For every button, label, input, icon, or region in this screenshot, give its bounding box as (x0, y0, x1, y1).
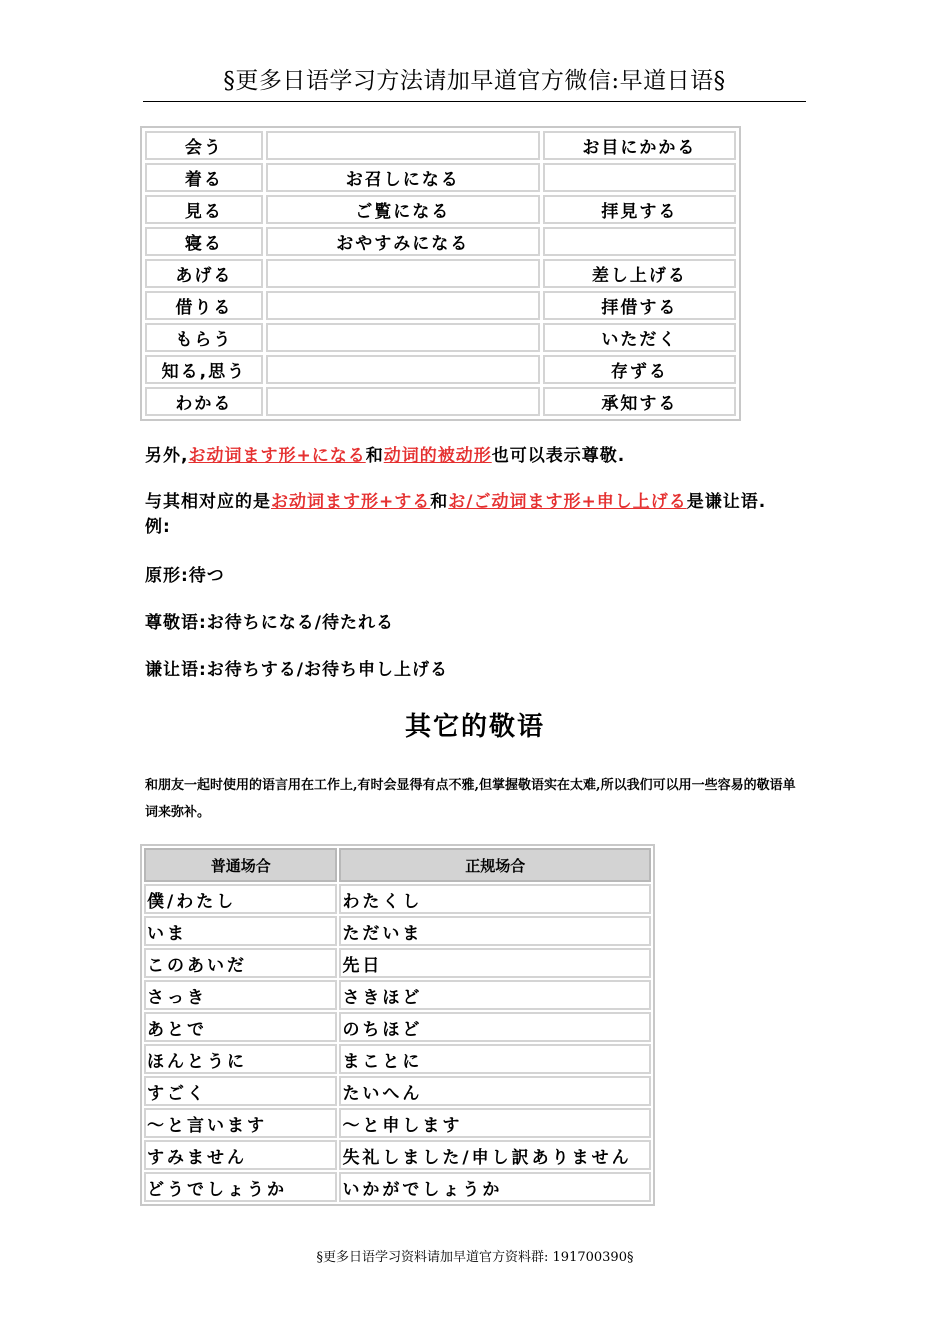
keigo-sonkei (266, 131, 540, 160)
keigo-kenjo: 差し上げる (543, 259, 736, 288)
note-sonkei-forms (145, 441, 625, 466)
example-label: 例: (145, 517, 171, 537)
casual-word: このあいだ (144, 948, 337, 978)
keigo-verb-table (140, 126, 741, 421)
keigo-sonkei: お召しになる (266, 163, 540, 192)
keigo-row (145, 163, 736, 192)
note-prefix: 另外, (145, 446, 189, 466)
table-row (144, 1012, 651, 1042)
highlight-passive: 动词的被动形 (383, 446, 492, 466)
keigo-sonkei (266, 259, 540, 288)
keigo-row (145, 291, 736, 320)
keigo-kenjo (543, 227, 736, 256)
keigo-row (145, 259, 736, 288)
keigo-row (145, 227, 736, 256)
keigo-row (145, 387, 736, 416)
keigo-row (145, 131, 736, 160)
table-row (144, 916, 651, 946)
keigo-kenjo: 存ずる (543, 355, 736, 384)
note2-mid: 和 (430, 492, 449, 512)
page-footer: §更多日语学习资料请加早道官方资料群: 191700390§ (316, 1250, 634, 1265)
table-row (144, 1108, 651, 1138)
keigo-kenjo: 拝見する (543, 195, 736, 224)
table-row (144, 1140, 651, 1170)
casual-word: さっき (144, 980, 337, 1010)
intro-paragraph: 和朋友一起时使用的语言用在工作上,有时会显得有点不雅,但掌握敬语实在太难,所以我们可以用一些容易的敬语单词来弥补。 (145, 778, 796, 820)
keigo-kenjo: いただく (543, 323, 736, 352)
note2-suffix: 是谦让语. (686, 492, 767, 512)
formal-word: ただいま (339, 916, 651, 946)
header-casual: 普通场合 (144, 848, 337, 882)
formal-word: わたくし (339, 884, 651, 914)
table-row (144, 948, 651, 978)
casual-word: ほんとうに (144, 1044, 337, 1074)
keigo-sonkei (266, 323, 540, 352)
keigo-row (145, 323, 736, 352)
formal-word: 失礼しました/申し訳ありません (339, 1140, 651, 1170)
keigo-kenjo (543, 163, 736, 192)
keigo-plain: 寝る (145, 227, 263, 256)
note-suffix: 也可以表示尊敬. (491, 446, 626, 466)
casual-word: すごく (144, 1076, 337, 1106)
formal-word: 先日 (339, 948, 651, 978)
example-original: 原形:待つ (145, 566, 225, 586)
keigo-sonkei (266, 291, 540, 320)
keigo-plain: 知る,思う (145, 355, 263, 384)
section-title: 其它的敬语 (404, 712, 545, 742)
keigo-plain: あげる (145, 259, 263, 288)
highlight-moushiageru: お/ご动词ます形+申し上げる (448, 492, 687, 512)
keigo-row (145, 355, 736, 384)
keigo-row (145, 195, 736, 224)
casual-word: すみません (144, 1140, 337, 1170)
keigo-plain: 会う (145, 131, 263, 160)
formal-word: まことに (339, 1044, 651, 1074)
table-row (144, 884, 651, 914)
formal-word: ～と申します (339, 1108, 651, 1138)
note2-prefix: 与其相对应的是 (145, 492, 271, 512)
keigo-sonkei (266, 355, 540, 384)
keigo-kenjo: 拝借する (543, 291, 736, 320)
formal-word: のちほど (339, 1012, 651, 1042)
example-kenjo: 谦让语:お待ちする/お待ち申し上げる (145, 660, 449, 680)
casual-word: どうでしょうか (144, 1172, 337, 1202)
highlight-o-suru: お动词ます形+する (271, 492, 431, 512)
header-formal: 正规场合 (339, 848, 651, 882)
note-kenjo-forms (145, 490, 805, 540)
keigo-plain: 着る (145, 163, 263, 192)
keigo-kenjo: 承知する (543, 387, 736, 416)
keigo-kenjo: お目にかかる (543, 131, 736, 160)
formal-word: たいへん (339, 1076, 651, 1106)
note-mid: 和 (365, 446, 384, 466)
formal-word: さきほど (339, 980, 651, 1010)
table-row (144, 1044, 651, 1074)
table-row (144, 980, 651, 1010)
keigo-plain: わかる (145, 387, 263, 416)
casual-word: あとで (144, 1012, 337, 1042)
table-row (144, 1076, 651, 1106)
example-sonkei: 尊敬语:お待ちになる/待たれる (145, 613, 395, 633)
highlight-o-ni-naru: お动词ます形+になる (188, 446, 366, 466)
keigo-plain: もらう (145, 323, 263, 352)
page-header: §更多日语学习方法请加早道官方微信:早道日语§ (143, 62, 806, 102)
casual-word: いま (144, 916, 337, 946)
casual-word: 僕/わたし (144, 884, 337, 914)
casual-word: ～と言います (144, 1108, 337, 1138)
keigo-plain: 見る (145, 195, 263, 224)
keigo-sonkei: おやすみになる (266, 227, 540, 256)
formal-word: いかがでしょうか (339, 1172, 651, 1202)
keigo-plain: 借りる (145, 291, 263, 320)
keigo-sonkei: ご覧になる (266, 195, 540, 224)
keigo-sonkei (266, 387, 540, 416)
table-row (144, 1172, 651, 1202)
formal-word-table (140, 844, 655, 1206)
